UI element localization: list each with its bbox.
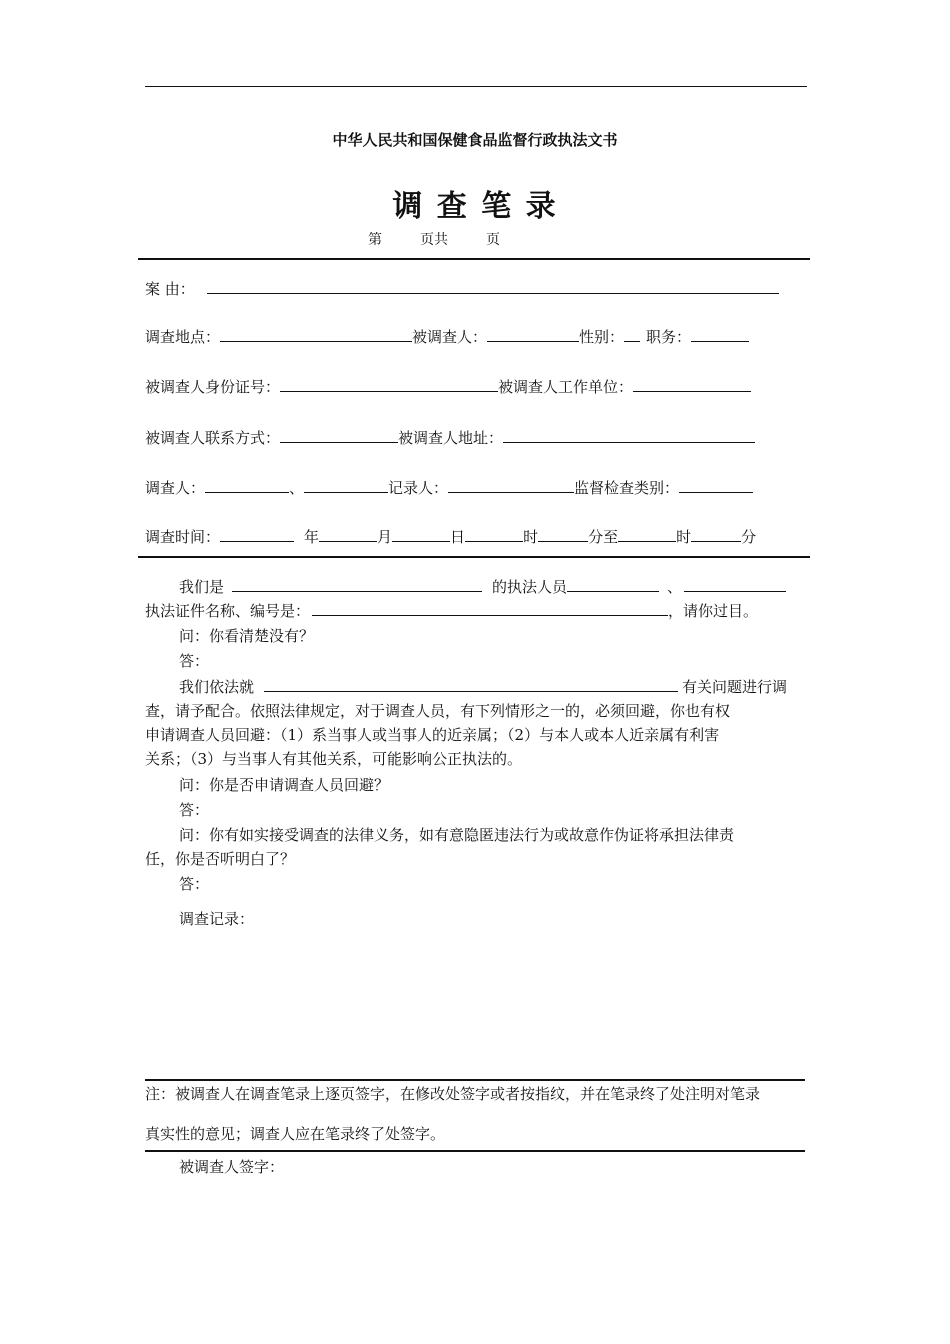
day-label: 日 xyxy=(450,528,466,546)
please-check-text: ，请你过目。 xyxy=(668,602,759,620)
paragraph-line-2: 申请调查人员回避：（1）系当事人或当事人的近亲属；（2）与本人或本人近亲属有利害 xyxy=(145,726,720,744)
lawfully-line xyxy=(179,677,787,697)
minute-to-label: 分至 xyxy=(588,528,619,546)
top-rule xyxy=(145,86,807,87)
officers-label: 的执法人员 xyxy=(492,578,568,596)
record-label: 调查记录： xyxy=(179,910,255,928)
document-title: 调 查 笔 录 xyxy=(392,189,558,224)
we-are-line xyxy=(179,577,786,597)
work-unit-field[interactable] xyxy=(633,377,751,392)
contact-row xyxy=(145,428,755,448)
paragraph-line-3: 关系；（3）与当事人有其他关系，可能影响公正执法的。 xyxy=(145,750,523,768)
id-row xyxy=(145,377,751,397)
position-field[interactable] xyxy=(691,327,749,342)
contact-field[interactable] xyxy=(280,428,398,443)
investigator-field-2[interactable] xyxy=(304,478,388,493)
agency-field[interactable] xyxy=(232,577,482,592)
minute2-label: 分 xyxy=(741,528,757,546)
cert-line xyxy=(145,601,758,621)
id-label: 被调查人身份证号： xyxy=(145,378,281,396)
month-label: 月 xyxy=(377,528,393,546)
signature-area[interactable] xyxy=(290,1157,590,1179)
hour-field[interactable] xyxy=(465,527,523,542)
question-3-line-2: 任，你是否听明白了？ xyxy=(145,850,296,868)
gender-label: 性别： xyxy=(579,328,625,346)
officer-field-2[interactable] xyxy=(684,577,786,592)
page-suffix: 页 xyxy=(486,232,500,248)
location-label: 调查地点： xyxy=(145,328,221,346)
officers-separator: 、 xyxy=(667,578,683,596)
case-field[interactable] xyxy=(207,279,779,294)
answer-3: 答： xyxy=(179,875,210,893)
cert-field[interactable] xyxy=(312,601,668,616)
officer-field-1[interactable] xyxy=(567,577,659,592)
document-subtitle: 中华人民共和国保健食品监督行政执法文书 xyxy=(332,131,618,149)
question-2: 问：你是否申请调查人员回避？ xyxy=(179,776,390,794)
investigator-label: 调查人： xyxy=(145,479,206,497)
year-label: 年 xyxy=(304,528,320,546)
recorder-field[interactable] xyxy=(448,478,574,493)
hour2-field[interactable] xyxy=(618,527,676,542)
recorder-label: 记录人： xyxy=(388,479,449,497)
answer-1: 答： xyxy=(179,652,210,670)
time-label: 调查时间： xyxy=(145,528,221,546)
month-field[interactable] xyxy=(319,527,377,542)
page-middle: 页共 xyxy=(420,232,448,248)
year-field[interactable] xyxy=(220,527,294,542)
work-unit-label: 被调查人工作单位： xyxy=(498,378,634,396)
location-field[interactable] xyxy=(220,327,412,342)
note-top-rule xyxy=(145,1079,805,1081)
page-number xyxy=(368,229,500,249)
time-row xyxy=(145,527,756,547)
address-label: 被调查人地址： xyxy=(398,429,504,447)
note-line-1: 注：被调查人在调查笔录上逐页签字，在修改处签字或者按指纹，并在笔录终了处注明对笔录 xyxy=(145,1085,761,1103)
case-label: 案 由： xyxy=(145,280,195,298)
answer-2: 答： xyxy=(179,801,210,819)
id-field[interactable] xyxy=(280,377,498,392)
investigator-field-1[interactable] xyxy=(205,478,289,493)
page-prefix: 第 xyxy=(368,232,382,248)
record-area[interactable] xyxy=(145,934,805,1074)
category-field[interactable] xyxy=(679,478,753,493)
note-bottom-rule xyxy=(145,1150,805,1152)
header-bottom-rule xyxy=(138,556,810,558)
investigator-separator: 、 xyxy=(289,479,305,497)
minute-field[interactable] xyxy=(538,527,588,542)
we-are-label: 我们是 xyxy=(179,578,225,596)
minute2-field[interactable] xyxy=(691,527,741,542)
contact-label: 被调查人联系方式： xyxy=(145,429,281,447)
category-label: 监督检查类别： xyxy=(574,479,680,497)
position-label: 职务： xyxy=(646,328,692,346)
paragraph-line-1: 查，请予配合。依照法律规定，对于调查人员，有下列情形之一的，必须回避，你也有权 xyxy=(145,702,731,720)
case-row xyxy=(145,279,779,299)
question-3-line-1: 问：你有如实接受调查的法律义务，如有意隐匿违法行为或故意作伪证将承担法律责 xyxy=(179,826,735,844)
day-field[interactable] xyxy=(392,527,450,542)
interviewee-label: 被调查人： xyxy=(412,328,488,346)
cert-label: 执法证件名称、编号是： xyxy=(145,602,311,620)
hour-label: 时 xyxy=(523,528,539,546)
lawfully-label: 我们依法就 xyxy=(179,678,255,696)
matter-field[interactable] xyxy=(264,677,678,692)
gender-field[interactable] xyxy=(624,327,640,342)
header-top-rule xyxy=(138,258,810,260)
signature-label: 被调查人签字： xyxy=(179,1158,285,1176)
location-row xyxy=(145,327,749,347)
interviewee-field[interactable] xyxy=(487,327,579,342)
hour2-label: 时 xyxy=(676,528,692,546)
investigator-row xyxy=(145,478,753,498)
issues-text: 有关问题进行调 xyxy=(682,678,788,696)
address-field[interactable] xyxy=(503,428,755,443)
question-1: 问：你看清楚没有？ xyxy=(179,627,315,645)
note-line-2: 真实性的意见；调查人应在笔录终了处签字。 xyxy=(145,1125,446,1143)
